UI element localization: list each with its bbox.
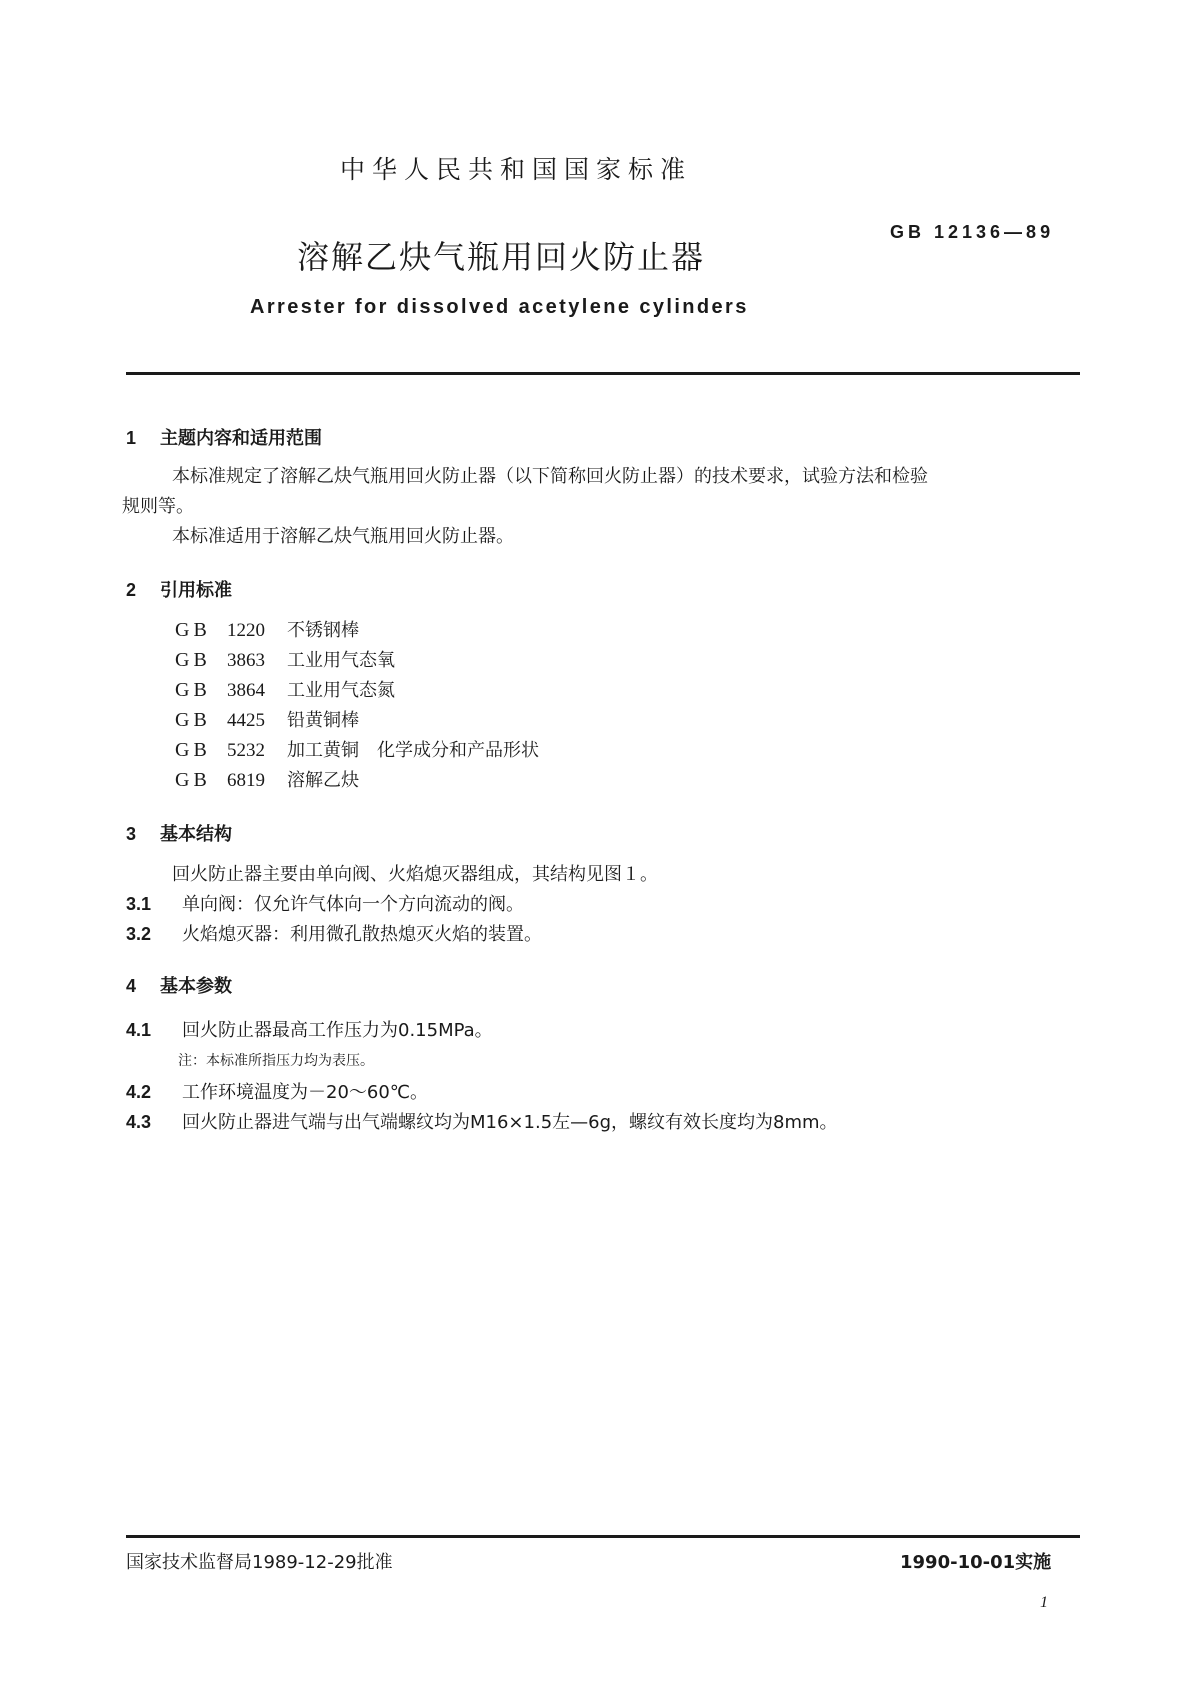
section-number: 1 [126, 428, 137, 448]
reference-item: GB 6819 溶解乙炔 [175, 769, 359, 791]
header-divider [126, 372, 1080, 375]
section-title: 主题内容和适用范围 [160, 428, 322, 449]
pressure-note: 注：本标准所指压力均为表压。 [178, 1053, 374, 1069]
clause-4-3: 4.3 回火防止器进气端与出气端螺纹均为M16×1.5左—6g，螺纹有效长度均为8mm。 [126, 1112, 838, 1133]
page-number: 1 [1040, 1594, 1048, 1611]
clause-4-1: 4.1 回火防止器最高工作压力为0.15MPa。 [126, 1020, 493, 1041]
document-title-cn: 溶解乙炔气瓶用回火防止器 [297, 238, 706, 276]
section-title: 引用标准 [160, 580, 232, 601]
national-standard-heading: 中华人民共和国国家标准 [340, 155, 693, 184]
effective-date: 1990-10-01实施 [900, 1552, 1052, 1573]
section-1-para-2: 本标准适用于溶解乙炔气瓶用回火防止器。 [172, 526, 514, 547]
reference-item: GB 5232 加工黄铜 化学成分和产品形状 [175, 739, 539, 761]
reference-item: GB 4425 铅黄铜棒 [175, 709, 359, 731]
standard-code: GB 12136—89 [890, 222, 1055, 242]
section-number: 3 [126, 824, 137, 844]
section-number: 2 [126, 580, 137, 600]
clause-4-2: 4.2 工作环境温度为－20～60℃。 [126, 1082, 429, 1103]
reference-item: GB 3863 工业用气态氧 [175, 649, 395, 671]
section-2-heading [126, 576, 232, 602]
section-number: 4 [126, 976, 137, 996]
section-title: 基本结构 [160, 824, 232, 845]
approval-date: 国家技术监督局1989-12-29批准 [126, 1552, 393, 1573]
section-3-intro: 回火防止器主要由单向阀、火焰熄灭器组成，其结构见图１。 [172, 864, 658, 885]
section-3-heading [126, 820, 232, 846]
footer-divider [126, 1535, 1080, 1538]
section-4-heading [126, 972, 232, 998]
section-title: 基本参数 [160, 976, 232, 997]
document-title-en: Arrester for dissolved acetylene cylinders [250, 296, 749, 318]
section-1-heading [126, 424, 322, 450]
section-1-para-1-line-1: 本标准规定了溶解乙炔气瓶用回火防止器（以下简称回火防止器）的技术要求，试验方法和检验 [172, 466, 928, 487]
clause-3-2: 3.2 火焰熄灭器：利用微孔散热熄灭火焰的装置。 [126, 924, 542, 945]
section-1-para-1-line-2: 规则等。 [122, 496, 194, 517]
clause-3-1: 3.1 单向阀：仅允许气体向一个方向流动的阀。 [126, 894, 524, 915]
reference-item: GB 1220 不锈钢棒 [175, 619, 359, 641]
reference-item: GB 3864 工业用气态氮 [175, 679, 395, 701]
